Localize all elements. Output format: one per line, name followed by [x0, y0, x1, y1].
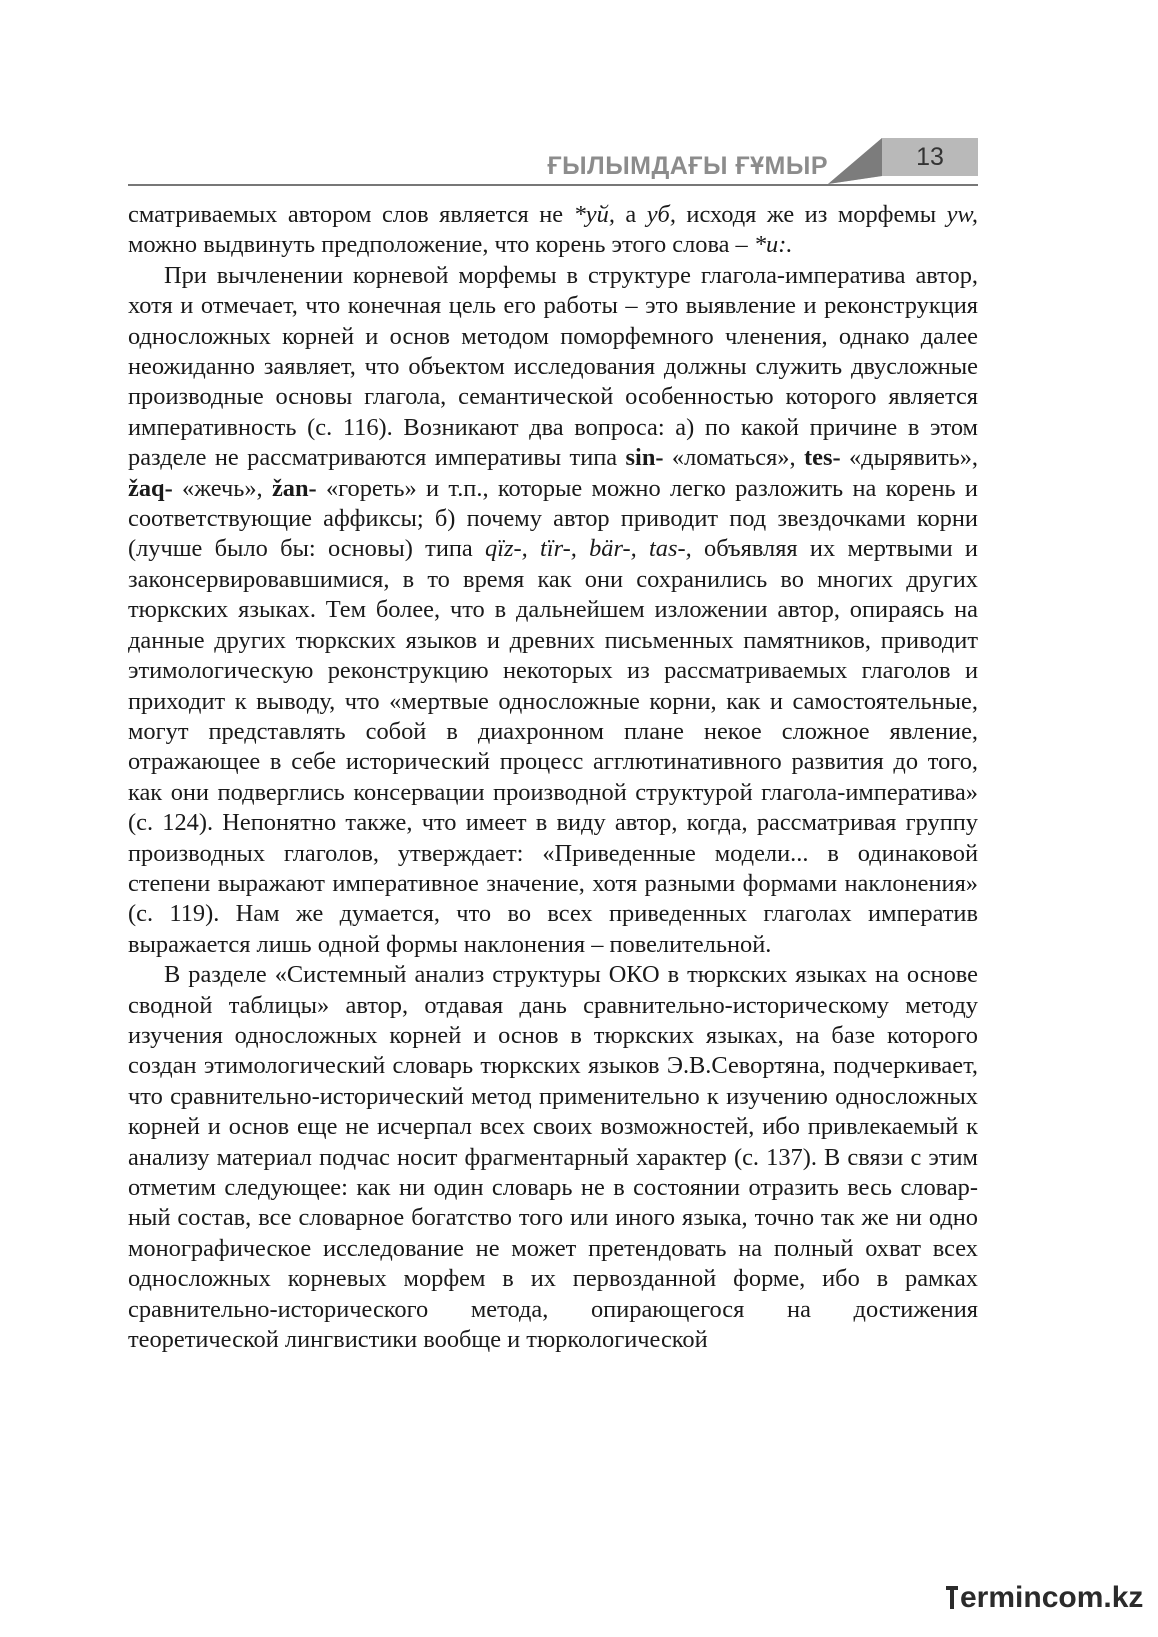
t-logo-icon [944, 1585, 960, 1611]
site-watermark [944, 1580, 1144, 1620]
text-run: исходя же из морфемы [675, 201, 947, 228]
paragraph [128, 200, 978, 261]
text-run: «ломаться», [663, 444, 804, 472]
running-header-title: ҒЫЛЫМДАҒЫ ҒҰМЫР [547, 152, 828, 180]
italic-term: *и:. [753, 231, 793, 259]
paragraph [128, 960, 978, 1355]
text-run: можно выдвинуть предположение, что корень этого слова – [128, 231, 754, 259]
header-rule [128, 184, 978, 186]
text-run: сматриваемых автором слов является не [128, 201, 574, 228]
text-run: «дырявить», [840, 444, 979, 472]
text-run: объявляя их мертвыми и законсервировавшимися, в то время как они сохранились во многих других тюркских языках. Тем более, что в дальнейшем изложении автор, опираясь на данные других тюркских языков и древних письменных памятников, приводит этимологическую реконструкцию некоторых из рассматриваемых глаголов и приходит к выводу, что «мертвые односложные корни, как и самостоятельные, могут представлять собой в диахронном плане некое сложное явление, отражающее в себе исторический процесс агглютинативного развития до того, как они подверглись консервации производной структурой глагола-императива» (с. 124). Непонятно также, что имеет в виду автор, когда, рассматривая группу производных глаголов, утверждает: «Приведенные модели... в одинаковой степени выражают императивное значение, хотя разными формами наклонения» (с. 119). Нам же думается, что во всех приведенных глаголах императив выражается лишь одной формы наклонения – повелительной. [128, 535, 978, 958]
italic-term: tas-, [649, 535, 692, 563]
text-run: При вычленении корневой морфемы в структуре глагола-императива автор, хотя и отмечает, что конечная цель его работы – это выявление и реконструкция односложных корней и основ методом поморфемного членения, однако далее неожиданно заявляет, что объектом исследования должны служить двусложные производные основы глагола, семантической особенностью которого является императивность (с. 116). Возникают два вопроса: а) по какой причине в этом разделе не рассматриваются императивы типа [128, 261, 978, 472]
italic-term: bär-, [589, 535, 637, 563]
italic-term: qïz-, [485, 535, 528, 563]
text-run: В разделе «Системный анализ структуры ОКО в тюркских языках на основе сводной таблицы» автор, отдавая дань сравнительно-историческому методу изучения односложных корней и основ в тюркских языках, на базе которого создан этимологический словарь тюркских языков Э.В.Севортяна, подчеркивает, что сравнительно-исторический метод применительно к изучению односложных корней и основ еще не исчерпал всех своих возможностей, ибо привлекаемый к анализу материал подчас носит фрагментарный характер (с. 137). В связи с этим отметим следующее: как ни один словарь не в состоянии отразить весь словарный состав, все словарное богатство того или иного языка, точно так же ни одно монографическое исследование не может претендовать на полный охват всех односложных корневых морфем в их первозданной форме, ибо в рамках сравнительно-исторического метода, опирающегося на достижения теоретической лингвистики вообще и тюркологической [128, 961, 978, 1354]
text-run: «гореть» и т.п., которые можно легко разложить на корень и соответствующие аффиксы; б) почему автор приводит под звездочками корни (лучше было бы: основы) типа [128, 474, 978, 563]
text-run [528, 535, 540, 562]
body-text [128, 200, 978, 1355]
bold-term: tes- [804, 444, 841, 472]
italic-term: tïr-, [540, 535, 577, 563]
bold-term: sin- [625, 444, 664, 472]
watermark-text: ermincom.kz [960, 1581, 1144, 1615]
bold-term: žan- [271, 474, 317, 502]
text-run [577, 535, 589, 562]
italic-term: *уй, [573, 201, 615, 228]
italic-term: уб, [646, 201, 676, 228]
page-number: 13 [916, 142, 944, 171]
paragraph [128, 261, 978, 960]
text-run: а [614, 201, 647, 228]
text-run: «жечь», [172, 474, 272, 502]
running-header [128, 138, 978, 188]
italic-term: уw, [946, 201, 978, 228]
text-run [637, 535, 649, 562]
bold-term: žaq- [128, 474, 173, 502]
